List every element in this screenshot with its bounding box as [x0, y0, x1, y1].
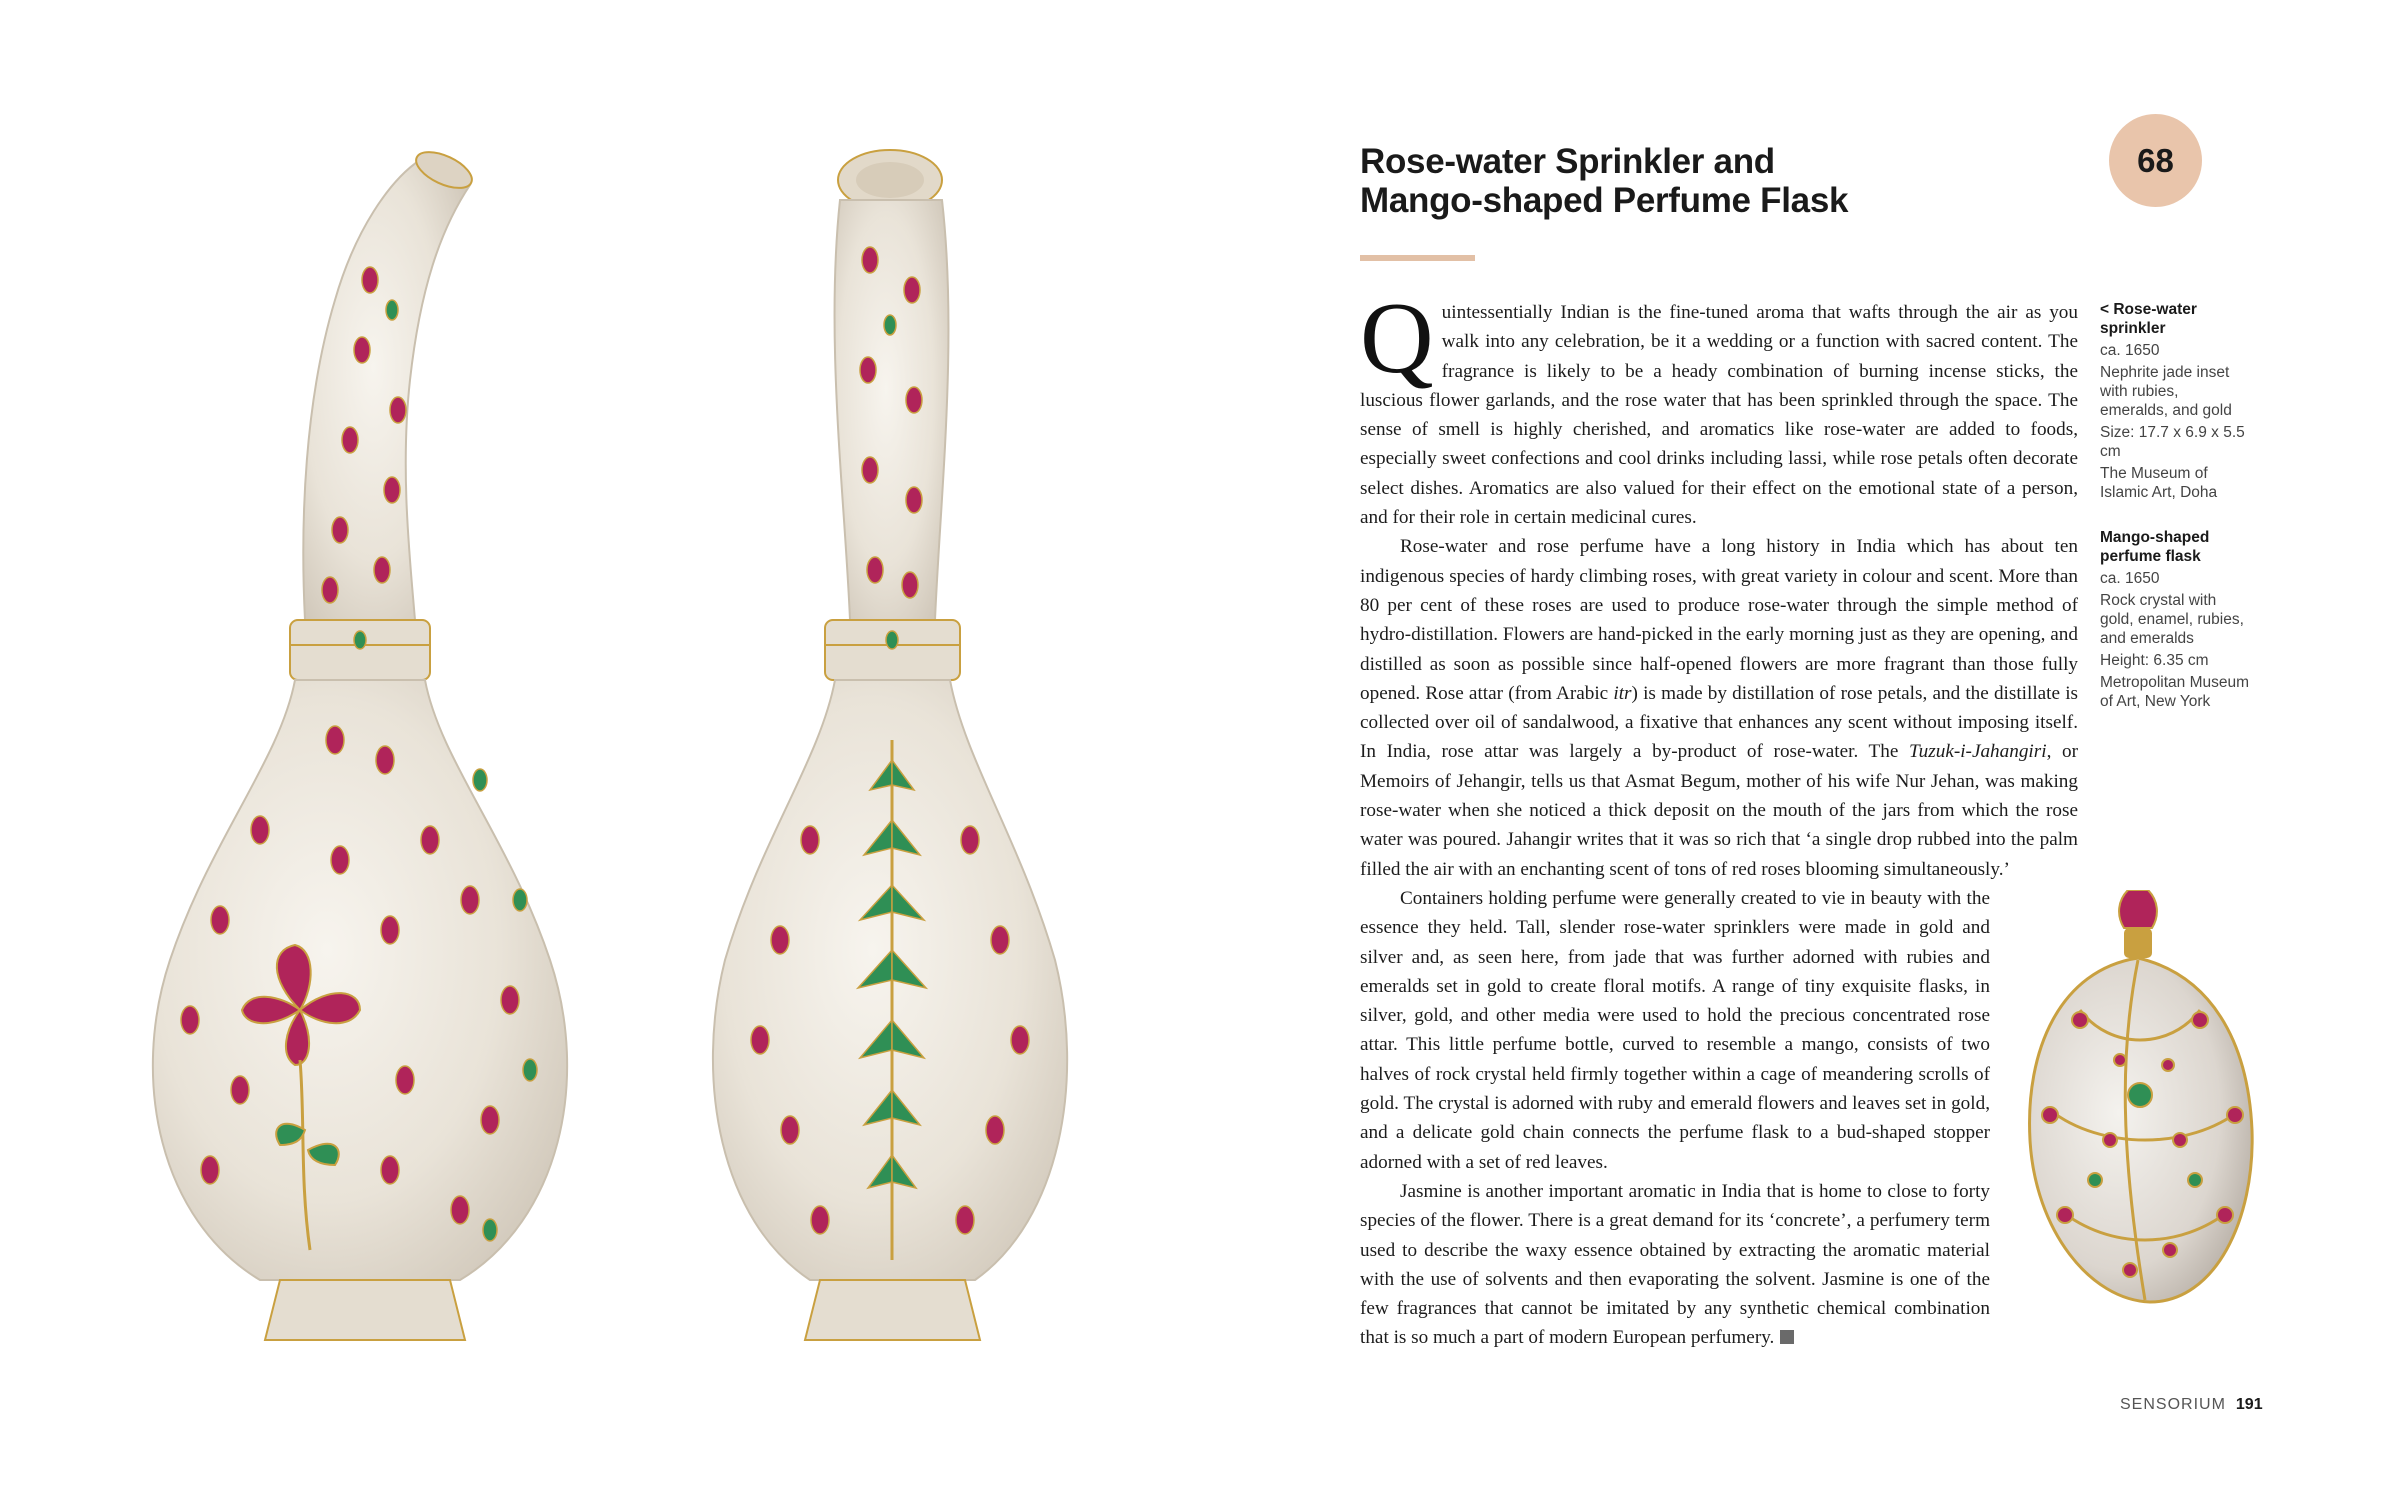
page-footer	[2120, 1396, 2263, 1414]
caption-flask	[2100, 528, 2250, 711]
paragraph-1-text: uintessentially Indian is the fine-tuned aroma that wafts through the air as you walk into any celebration, be it a wedding or a function with sacred content. The fragrance is likely to be a heady combination of burning incense sticks, the luscious flower garlands, and the rose water that has been sprinkled through the space. The sense of smell is highly cherished, and aromatics like rose-water are added to foods, especially sweet confections and cool drinks including lassi, while rose petals often decorate select dishes. Aromatics are also valued for their effect on the emotional state of a person, and for their role in certain medicinal cures.	[1360, 302, 2078, 529]
caption-title: Mango-shaped perfume flask	[2100, 529, 2210, 565]
paragraph-4: Jasmine is another important aromatic in India that is home to close to forty species of the flower. There is a great demand for its ‘concrete’, a perfumery term used to describe the waxy essence obtained by extracting the aromatic material with the use of solvents and then evaporating the solvent. Jasmine is one of the few fragrances that cannot be imitated by any synthetic chemical combination that is so much a part of modern European perfumery.	[1360, 1180, 1990, 1349]
page-number: 191	[2235, 1396, 2263, 1413]
paragraph-2: Rose-water and rose perfume have a long history in India which has about ten indigenous species of hardy climbing roses, with great variety in colour and scent. More than 80 per cent of these roses are used to produce rose-water through the simple method of hydro-distillation. Flowers are hand-picked in the early morning just as they are opening, and distilled as soon as possible since half-opened flowers are more fragrant than those fully opened. Rose attar (from Arabic itr) is made by distillation of rose petals, and the distillate is collected over oil of sandalwood, a fixative that enhances any scent without imposing itself. In India, rose attar was largely a by-product of rose-water. The Tuzuk-i-Jahangiri, or Memoirs of Jehangir, tells us that Asmat Begum, mother of his wife Nur Jehan, was making rose-water when she noticed a thick deposit on the mouth of the jars from which the rose water was poured. Jahangir writes that it was so rich that ‘a single drop rubbed into the palm filled the air with an enchanting scent of tons of red roses blooming simultaneously.’	[1360, 536, 2079, 880]
caption-size: Size: 17.7 x 6.9 x 5.5 cm	[2100, 424, 2245, 460]
perfume-flask-image	[2020, 890, 2260, 1310]
caption-material: Nephrite jade inset with rubies, emeralds, and gold	[2100, 364, 2232, 419]
paragraph-3: Containers holding perfume were generally created to vie in beauty with the essence they held. Tall, slender rose-water sprinklers were made in gold and silver and, as seen here, from jade that was further adorned with rubies and emeralds set in gold to create floral motifs. A range of tiny exquisite flasks, in silver, gold, and other media were used to hold the precious concentrated rose attar. This little perfume bottle, curved to resemble a mango, consists of two halves of rock crystal held firmly together within a cage of meandering scrolls of gold. The crystal is adorned with ruby and emerald flowers and leaves set in gold, and a delicate gold chain connects the perfume flask to a bud-shaped stopper adorned with a set of red leaves.	[1360, 884, 2078, 1177]
sprinkler-image-side	[130, 140, 600, 1370]
caption-size: Height: 6.35 cm	[2100, 652, 2209, 669]
drop-cap: Q	[1360, 282, 1434, 395]
caption-date: ca. 1650	[2100, 570, 2160, 587]
entry-number-badge: 68	[2109, 114, 2202, 207]
caption-location: Metropolitan Museum of Art, New York	[2100, 674, 2250, 710]
caption-sprinkler	[2100, 300, 2250, 502]
running-head: SENSORIUM	[2120, 1396, 2226, 1413]
page-title	[1360, 142, 1920, 220]
caption-material: Rock crystal with gold, enamel, rubies, and emeralds	[2100, 592, 2244, 647]
right-page	[1200, 0, 2400, 1500]
title-line-2: Mango-shaped Perfume Flask	[1360, 181, 1849, 220]
article-body	[1360, 282, 2079, 1353]
caption-location: The Museum of Islamic Art, Doha	[2100, 465, 2218, 501]
caption-date: ca. 1650	[2100, 342, 2160, 359]
end-square-icon	[1780, 1330, 1794, 1344]
paragraph-1	[1360, 282, 2078, 532]
title-underline	[1360, 255, 1475, 261]
title-line-1: Rose-water Sprinkler and	[1360, 142, 1775, 181]
caption-title: < Rose-water sprinkler	[2100, 301, 2197, 337]
sprinkler-image-front	[700, 140, 1080, 1370]
captions-sidebar	[2100, 300, 2250, 737]
